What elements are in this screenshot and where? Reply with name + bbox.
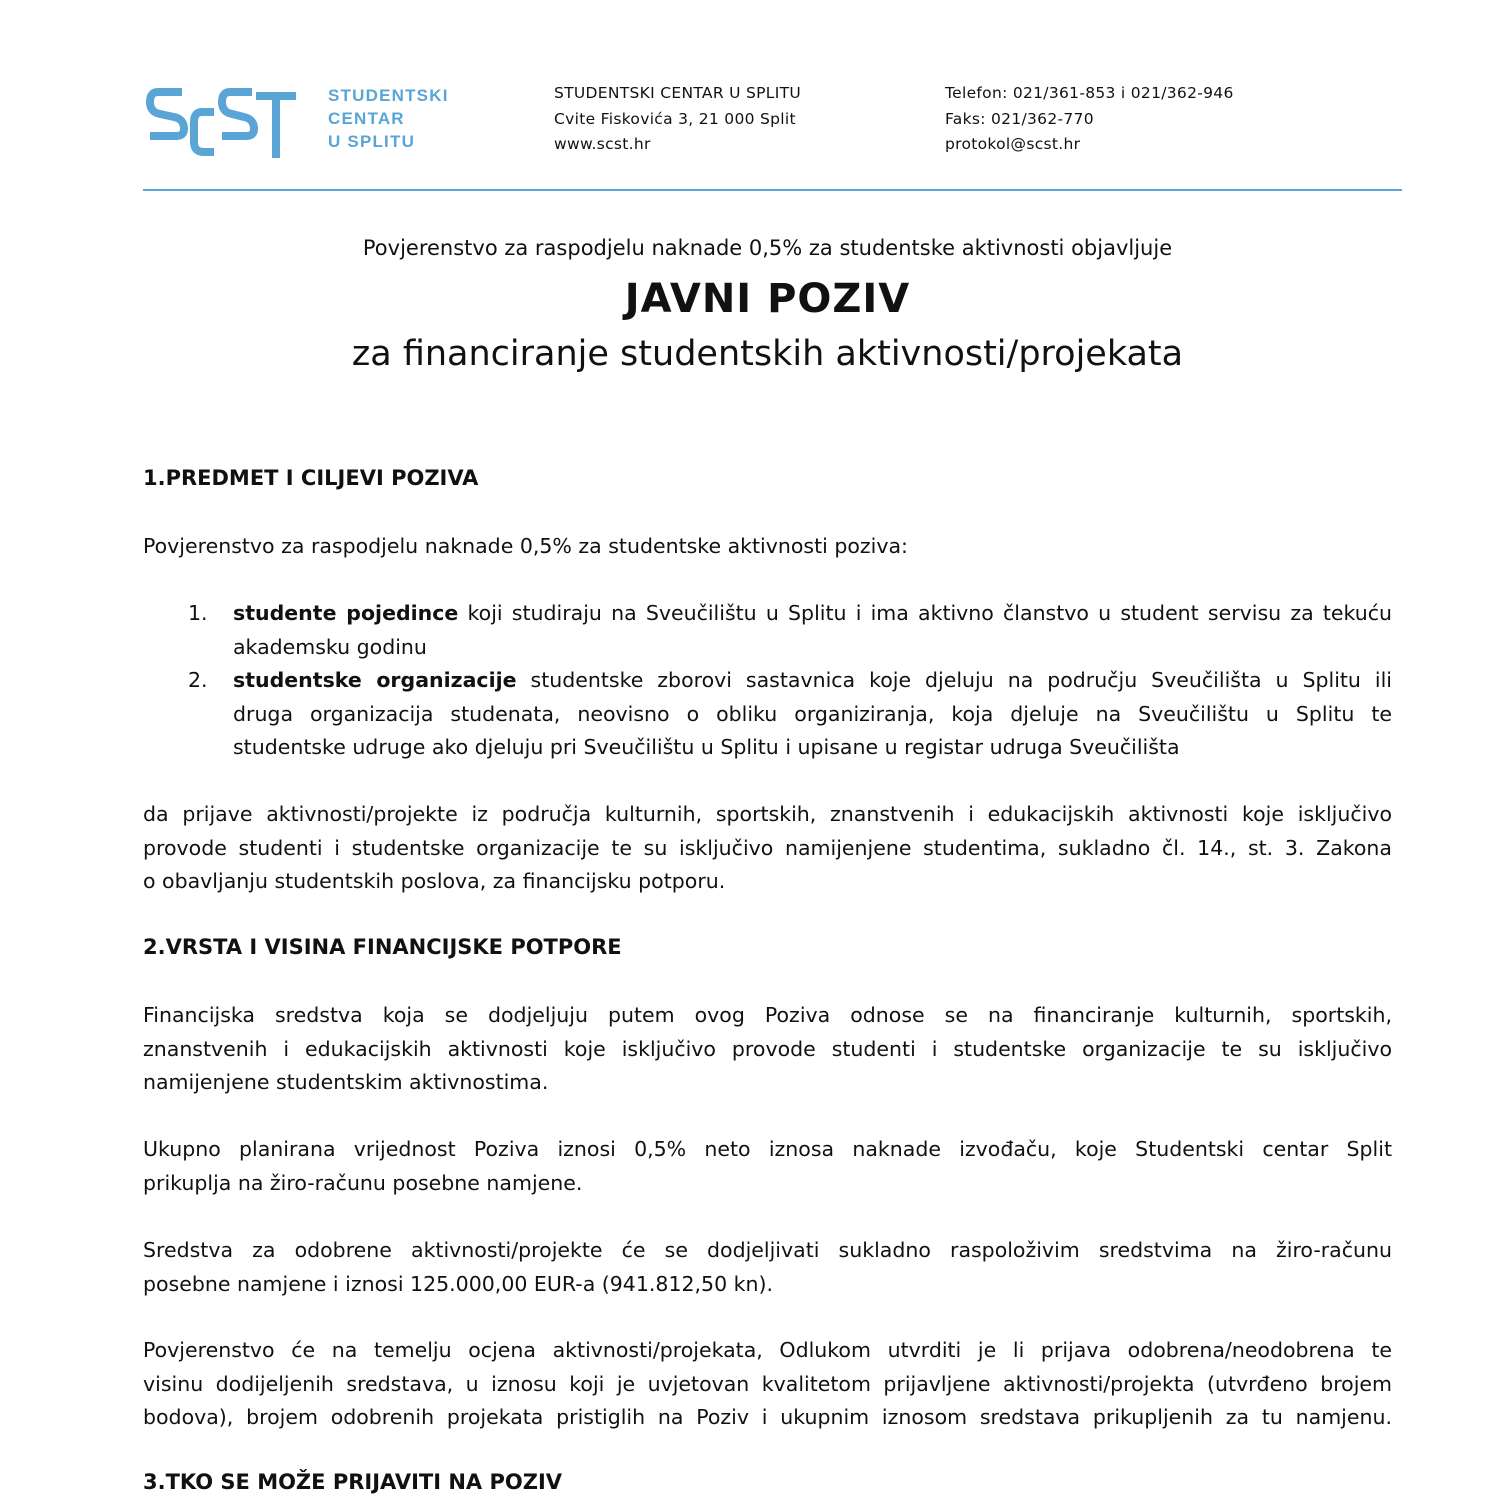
org-contact bbox=[945, 81, 1234, 158]
paragraph bbox=[143, 798, 1392, 899]
text: visinu dodijeljenih sredstava, u iznosu koji je uvjetovan kvalitetom prijavljene aktivnosti/projekta (utvrđeno brojem bbox=[143, 1371, 1392, 1396]
text: prikuplja na žiro-računu posebne namjene. bbox=[143, 1170, 583, 1195]
intro-line: Povjerenstvo za raspodjelu naknade 0,5% za studentske aktivnosti objavljuje bbox=[362, 236, 1173, 260]
paragraph bbox=[143, 999, 1392, 1100]
text: Povjerenstvo će na temelju ocjena aktivnosti/projekata, Odlukom utvrditi je li prijava odobrena/neodobrena te bbox=[143, 1338, 1392, 1362]
text: provode studenti i studentske organizacije te su isključivo namijenjene studentima, sukladno čl. 14., st. 3. Zakona bbox=[143, 835, 1392, 860]
paragraph bbox=[143, 1334, 1392, 1435]
bold-term: studente pojedince bbox=[233, 601, 459, 625]
text: akademsku godinu bbox=[233, 634, 427, 659]
org-street: Cvite Fiskovića 3, 21 000 Split bbox=[554, 109, 796, 128]
logo-line: CENTAR bbox=[328, 109, 405, 128]
document-subtitle: za financiranje studentskih aktivnosti/projekata bbox=[351, 334, 1184, 374]
text: znanstvenih i edukacijskih aktivnosti koje isključivo provode studenti i studentske organizacije te su isključivo bbox=[143, 1036, 1392, 1061]
logo-line: U SPLITU bbox=[328, 132, 416, 151]
header-divider bbox=[143, 189, 1402, 191]
text: studentske zborovi sastavnica koje djeluju na području Sveučilišta u Splitu ili bbox=[516, 668, 1392, 692]
list-number: 1. bbox=[188, 601, 208, 625]
text: Ukupno planirana vrijednost Poziva iznosi 0,5% neto iznosa naknade izvođaču, koje Studentski centar Split bbox=[143, 1137, 1392, 1161]
text: studentske udruge ako djeluju pri Sveučilištu u Splitu i upisane u registar udruga Sveučilišta bbox=[233, 735, 1180, 759]
document-title: JAVNI POZIV bbox=[624, 276, 911, 322]
paragraph bbox=[143, 1133, 1392, 1200]
paragraph bbox=[143, 1234, 1392, 1301]
list-item bbox=[188, 597, 1392, 664]
logo-wordmark bbox=[328, 84, 449, 153]
text: Financijska sredstva koja se dodjeljuju putem ovog Poziva odnose se na financiranje kulturnih, sportskih, bbox=[143, 1003, 1392, 1027]
text: koji studiraju na Sveučilištu u Splitu i ima aktivno članstvo u student servisu za tekuću bbox=[458, 601, 1392, 625]
phone: Telefon: 021/361-853 i 021/362-946 bbox=[945, 84, 1234, 102]
text: o obavljanju studentskih poslova, za financijsku potporu. bbox=[143, 869, 726, 893]
email[interactable]: protokol@scst.hr bbox=[945, 135, 1081, 153]
text: namijenjene studentskim aktivnostima. bbox=[143, 1070, 549, 1094]
org-website[interactable]: www.scst.hr bbox=[554, 135, 651, 153]
org-name: STUDENTSKI CENTAR U SPLITU bbox=[554, 84, 801, 102]
text: da prijave aktivnosti/projekte iz područja kulturnih, sportskih, znanstvenih i edukacijskih aktivnosti koje isključivo bbox=[143, 802, 1392, 826]
list-number: 2. bbox=[188, 668, 208, 692]
org-address bbox=[554, 81, 801, 158]
list-item bbox=[188, 664, 1392, 765]
bold-term: studentske organizacije bbox=[233, 668, 517, 692]
paragraph: Povjerenstvo za raspodjelu naknade 0,5% za studentske aktivnosti poziva: bbox=[143, 534, 908, 558]
section-heading: 3.TKO SE MOŽE PRIJAVITI NA POZIV bbox=[143, 1470, 563, 1494]
scst-logo bbox=[146, 84, 296, 160]
text: druga organizacija studenata, neovisno o obliku organiziranja, koja djeluje na Sveučilištu u Splitu te bbox=[233, 701, 1392, 726]
section-heading: 2.VRSTA I VISINA FINANCIJSKE POTPORE bbox=[143, 935, 622, 959]
fax: Faks: 021/362-770 bbox=[945, 109, 1094, 128]
logo-line: STUDENTSKI bbox=[328, 86, 449, 105]
section-heading: 1.PREDMET I CILJEVI POZIVA bbox=[143, 466, 479, 490]
text: posebne namjene i iznosi 125.000,00 EUR-a (941.812,50 kn). bbox=[143, 1271, 774, 1296]
text: Sredstva za odobrene aktivnosti/projekte će se dodjeljivati sukladno raspoloživim sredstvima na žiro-računu bbox=[143, 1238, 1392, 1262]
text: bodova), brojem odobrenih projekata pristiglih na Poziv i ukupnim iznosom sredstava prikupljenih za tu namjenu. bbox=[143, 1405, 1392, 1429]
